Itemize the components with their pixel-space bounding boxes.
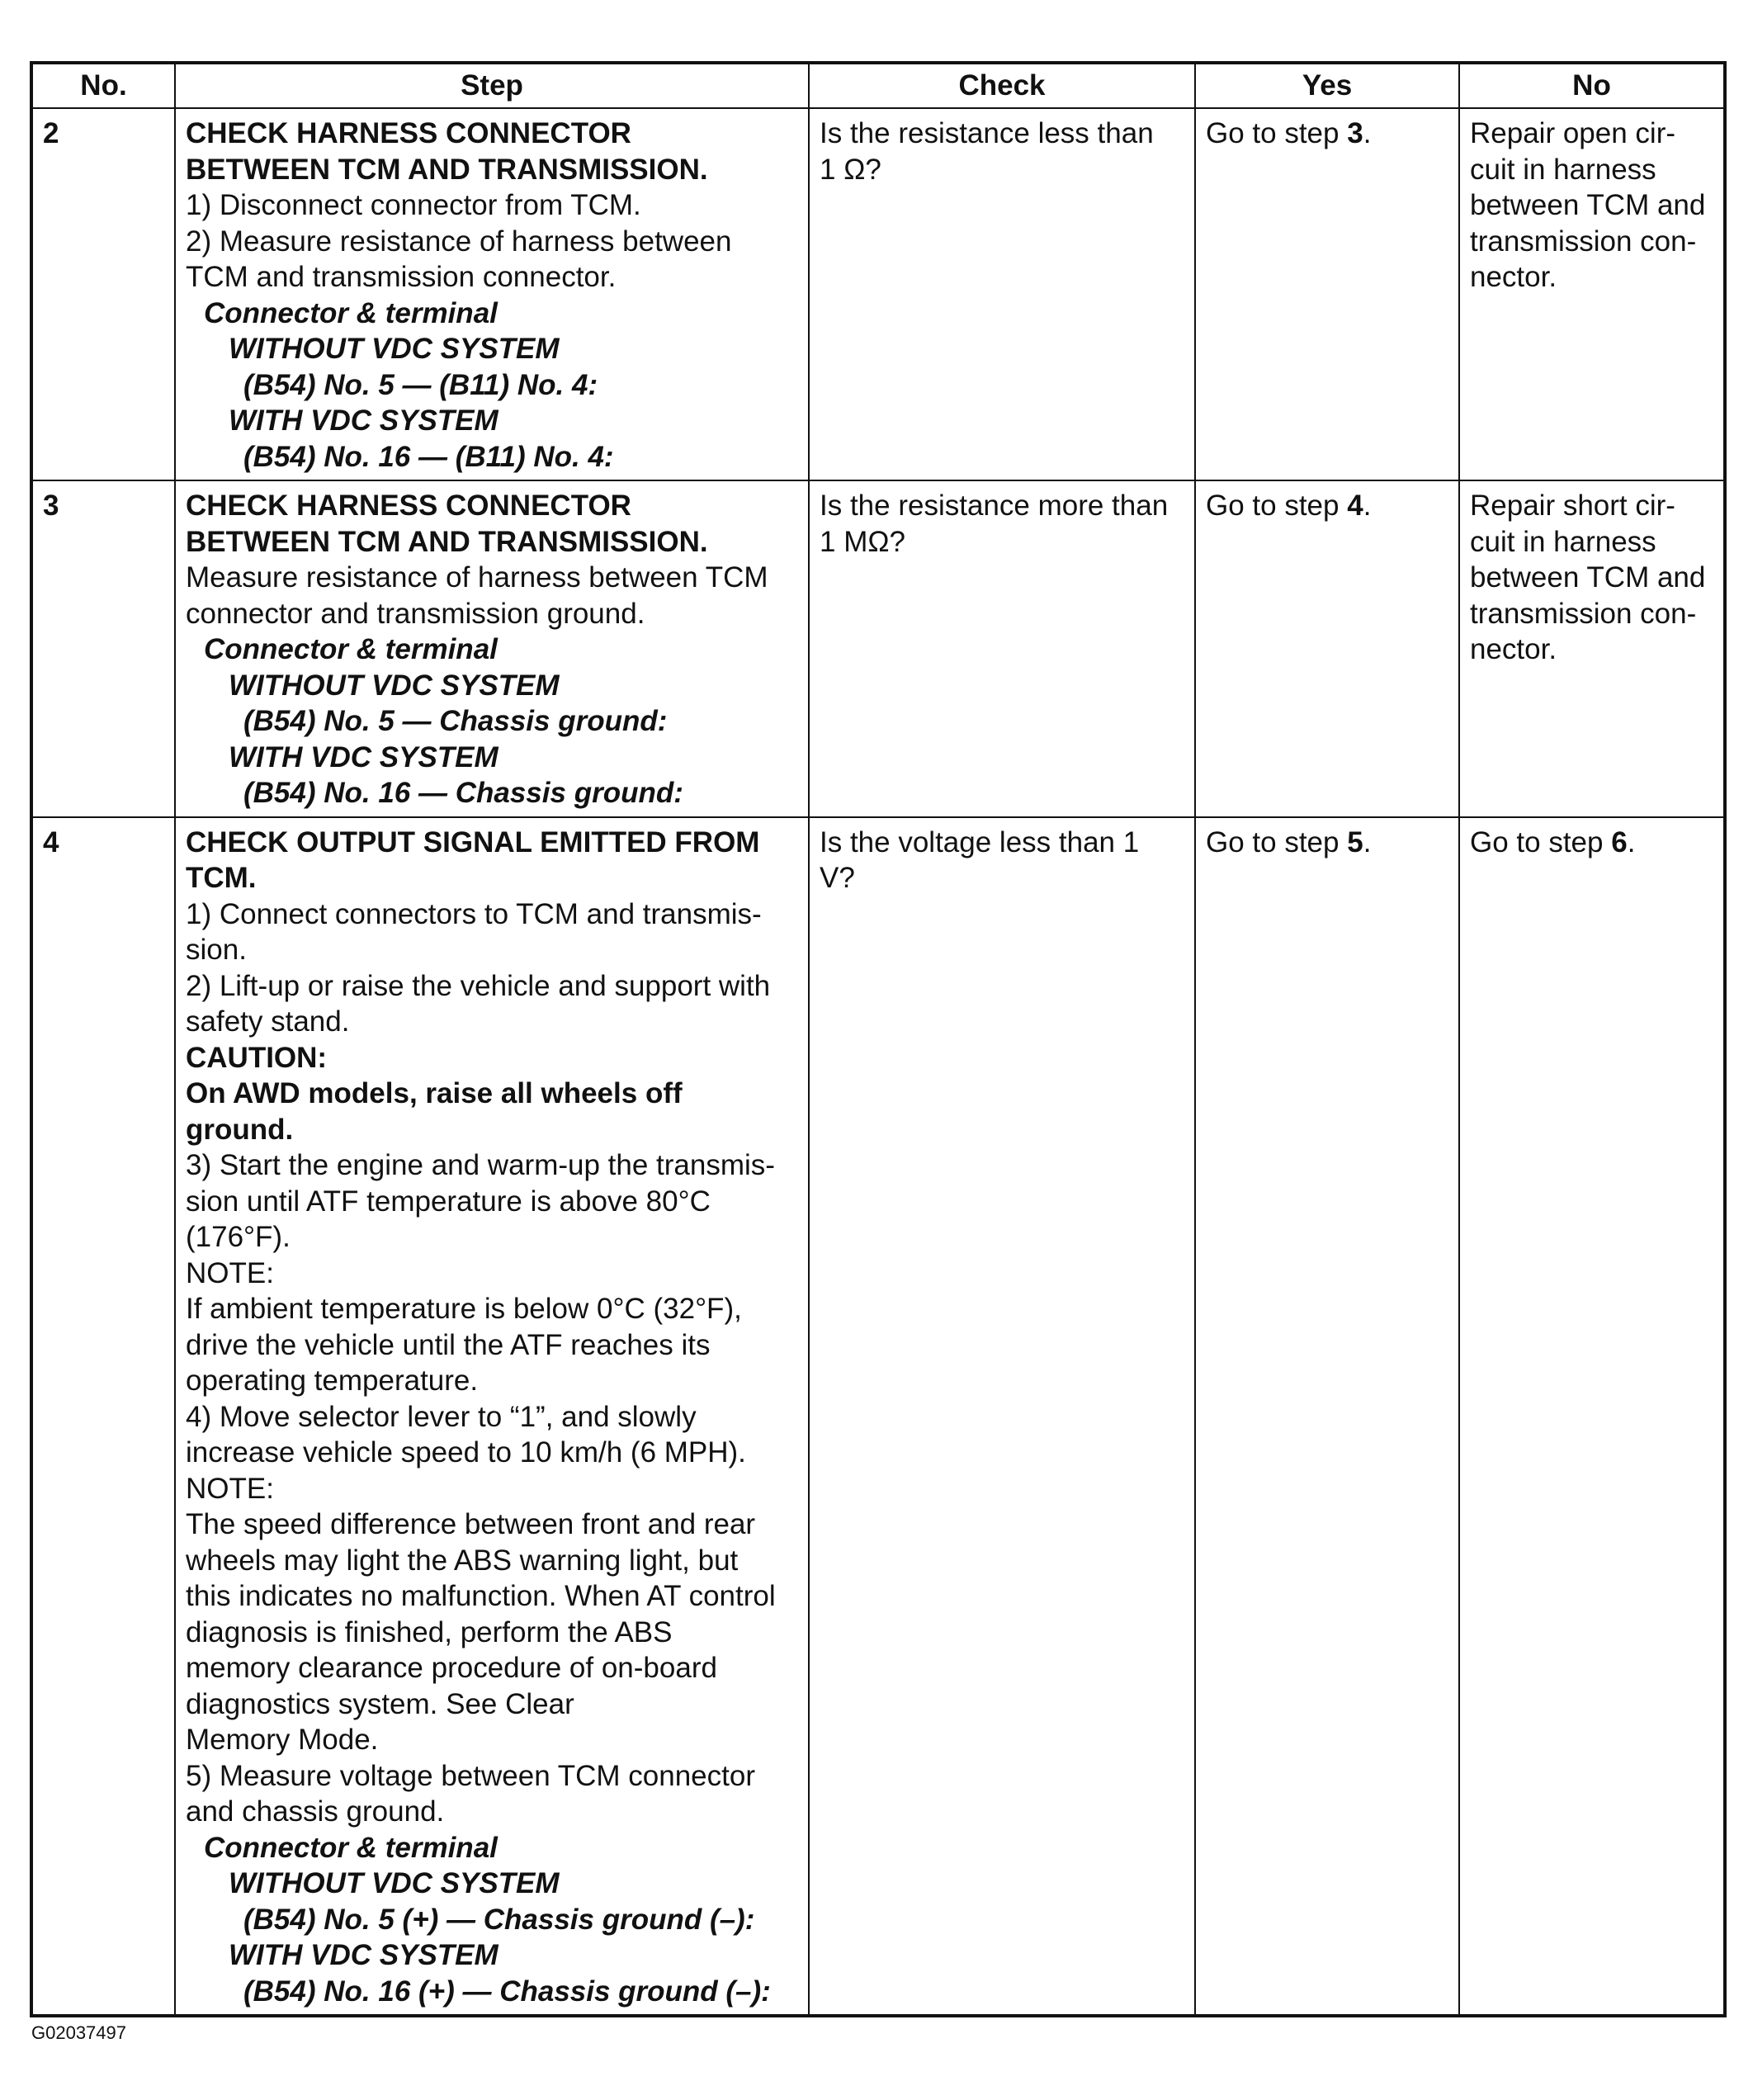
yes-text: Go to step — [1206, 490, 1348, 522]
step-line: (176°F). — [186, 1221, 291, 1253]
step-line: sion. — [186, 934, 247, 966]
step-line: TCM and transmission connector. — [186, 261, 617, 293]
table-row — [31, 817, 1725, 2017]
system-label: WITH VDC SYSTEM — [229, 404, 498, 437]
note-text: this indicates no malfunction. When AT control — [186, 1580, 776, 1612]
no-line: between TCM and — [1470, 561, 1706, 594]
figure-id: G02037497 — [31, 2022, 126, 2043]
no-cell: Go to step 6. — [1459, 817, 1725, 2017]
step-line: 5) Measure voltage between TCM connector — [186, 1759, 755, 1792]
step-cell — [175, 817, 809, 2017]
terminal-spec: (B54) No. 16 (+) — Chassis ground (–): — [243, 1975, 771, 2008]
check-cell — [809, 108, 1195, 480]
terminal-spec: (B54) No. 5 (+) — Chassis ground (–): — [243, 1903, 755, 1936]
note-text: The speed difference between front and rear — [186, 1508, 756, 1540]
terminal-spec: (B54) No. 5 — Chassis ground: — [243, 705, 668, 737]
header-step: Step — [175, 63, 809, 108]
no-step-number: 6 — [1611, 825, 1628, 858]
yes-text: Go to step — [1206, 117, 1348, 149]
no-line: transmission con- — [1470, 597, 1697, 630]
note-label: NOTE: — [186, 1472, 274, 1505]
check-line: Is the resistance less than — [820, 117, 1154, 149]
note-text: operating temperature. — [186, 1365, 479, 1397]
step-heading: BETWEEN TCM AND TRANSMISSION. — [186, 525, 708, 558]
step-heading: BETWEEN TCM AND TRANSMISSION. — [186, 153, 708, 186]
header-check: Check — [809, 63, 1195, 108]
note-text: Memory Mode. — [186, 1724, 379, 1756]
note-text: diagnostics system. See Clear — [186, 1687, 574, 1720]
connector-label: Connector & terminal — [204, 633, 498, 665]
system-label: WITHOUT VDC SYSTEM — [229, 333, 560, 365]
no-cell — [1459, 480, 1725, 817]
step-line: 4) Move selector lever to “1”, and slowly — [186, 1400, 697, 1433]
no-line: cuit in harness — [1470, 153, 1656, 186]
note-text: memory clearance procedure of on-board — [186, 1652, 717, 1684]
no-line: nector. — [1470, 261, 1557, 293]
step-line: 1) Connect connectors to TCM and transmis- — [186, 897, 762, 930]
check-line: 1 Ω? — [820, 153, 881, 186]
no-line: transmission con- — [1470, 225, 1697, 258]
step-heading: TCM. — [186, 862, 257, 894]
step-line: increase vehicle speed to 10 km/h (6 MPH). — [186, 1436, 746, 1469]
caution-text: On AWD models, raise all wheels off — [186, 1077, 683, 1109]
step-line: 3) Start the engine and warm-up the transmis- — [186, 1149, 775, 1181]
connector-label: Connector & terminal — [204, 1831, 498, 1864]
system-label: WITH VDC SYSTEM — [229, 1939, 498, 1971]
system-label: WITHOUT VDC SYSTEM — [229, 669, 560, 702]
check-line: Is the voltage less than 1 — [820, 825, 1140, 858]
no-line: Repair open cir- — [1470, 117, 1675, 149]
step-line: 2) Lift-up or raise the vehicle and support with — [186, 969, 771, 1002]
step-cell — [175, 480, 809, 817]
yes-step-number: 4 — [1347, 490, 1363, 522]
no-line: Repair short cir- — [1470, 490, 1675, 522]
step-cell — [175, 108, 809, 480]
step-heading: CHECK HARNESS CONNECTOR — [186, 117, 631, 149]
yes-step-number: 5 — [1347, 825, 1363, 858]
step-line: and chassis ground. — [186, 1795, 445, 1828]
step-line: 2) Measure resistance of harness between — [186, 225, 732, 258]
terminal-spec: (B54) No. 5 — (B11) No. 4: — [243, 368, 598, 401]
no-line: between TCM and — [1470, 189, 1706, 221]
yes-cell: Go to step 5. — [1195, 817, 1459, 2017]
step-heading: CHECK OUTPUT SIGNAL EMITTED FROM — [186, 825, 760, 858]
no-line: nector. — [1470, 633, 1557, 665]
check-line: V? — [820, 862, 855, 894]
table-row — [31, 480, 1725, 817]
yes-text: Go to step — [1206, 825, 1348, 858]
note-text: wheels may light the ABS warning light, but — [186, 1544, 739, 1577]
row-number: 3 — [31, 480, 175, 817]
check-cell — [809, 480, 1195, 817]
header-row — [31, 63, 1725, 108]
row-number: 2 — [31, 108, 175, 480]
check-line: Is the resistance more than — [820, 490, 1169, 522]
header-no-col: No — [1459, 63, 1725, 108]
caution-text: ground. — [186, 1113, 294, 1146]
step-line: sion until ATF temperature is above 80°C — [186, 1185, 711, 1218]
row-number: 4 — [31, 817, 175, 2017]
system-label: WITH VDC SYSTEM — [229, 740, 498, 773]
terminal-spec: (B54) No. 16 — Chassis ground: — [243, 777, 683, 809]
yes-step-number: 3 — [1347, 117, 1363, 149]
step-line: safety stand. — [186, 1005, 350, 1038]
no-cell — [1459, 108, 1725, 480]
no-line: cuit in harness — [1470, 525, 1656, 558]
header-no: No. — [31, 63, 175, 108]
note-text: If ambient temperature is below 0°C (32°F), — [186, 1293, 742, 1325]
note-label: NOTE: — [186, 1256, 274, 1289]
header-yes: Yes — [1195, 63, 1459, 108]
note-text: drive the vehicle until the ATF reaches its — [186, 1328, 711, 1361]
note-text: diagnosis is finished, perform the ABS — [186, 1615, 673, 1648]
no-text: Go to step — [1470, 825, 1612, 858]
table-row — [31, 108, 1725, 480]
check-line: 1 MΩ? — [820, 525, 905, 558]
yes-cell: Go to step 4. — [1195, 480, 1459, 817]
step-line: Measure resistance of harness between TCM — [186, 561, 768, 594]
connector-label: Connector & terminal — [204, 296, 498, 329]
yes-cell: Go to step 3. — [1195, 108, 1459, 480]
caution-label: CAUTION: — [186, 1041, 328, 1074]
step-line: 1) Disconnect connector from TCM. — [186, 189, 641, 221]
step-heading: CHECK HARNESS CONNECTOR — [186, 490, 631, 522]
check-cell — [809, 817, 1195, 2017]
terminal-spec: (B54) No. 16 — (B11) No. 4: — [243, 440, 614, 473]
diagnostic-table — [30, 61, 1727, 2017]
system-label: WITHOUT VDC SYSTEM — [229, 1867, 560, 1899]
step-line: connector and transmission ground. — [186, 597, 645, 630]
